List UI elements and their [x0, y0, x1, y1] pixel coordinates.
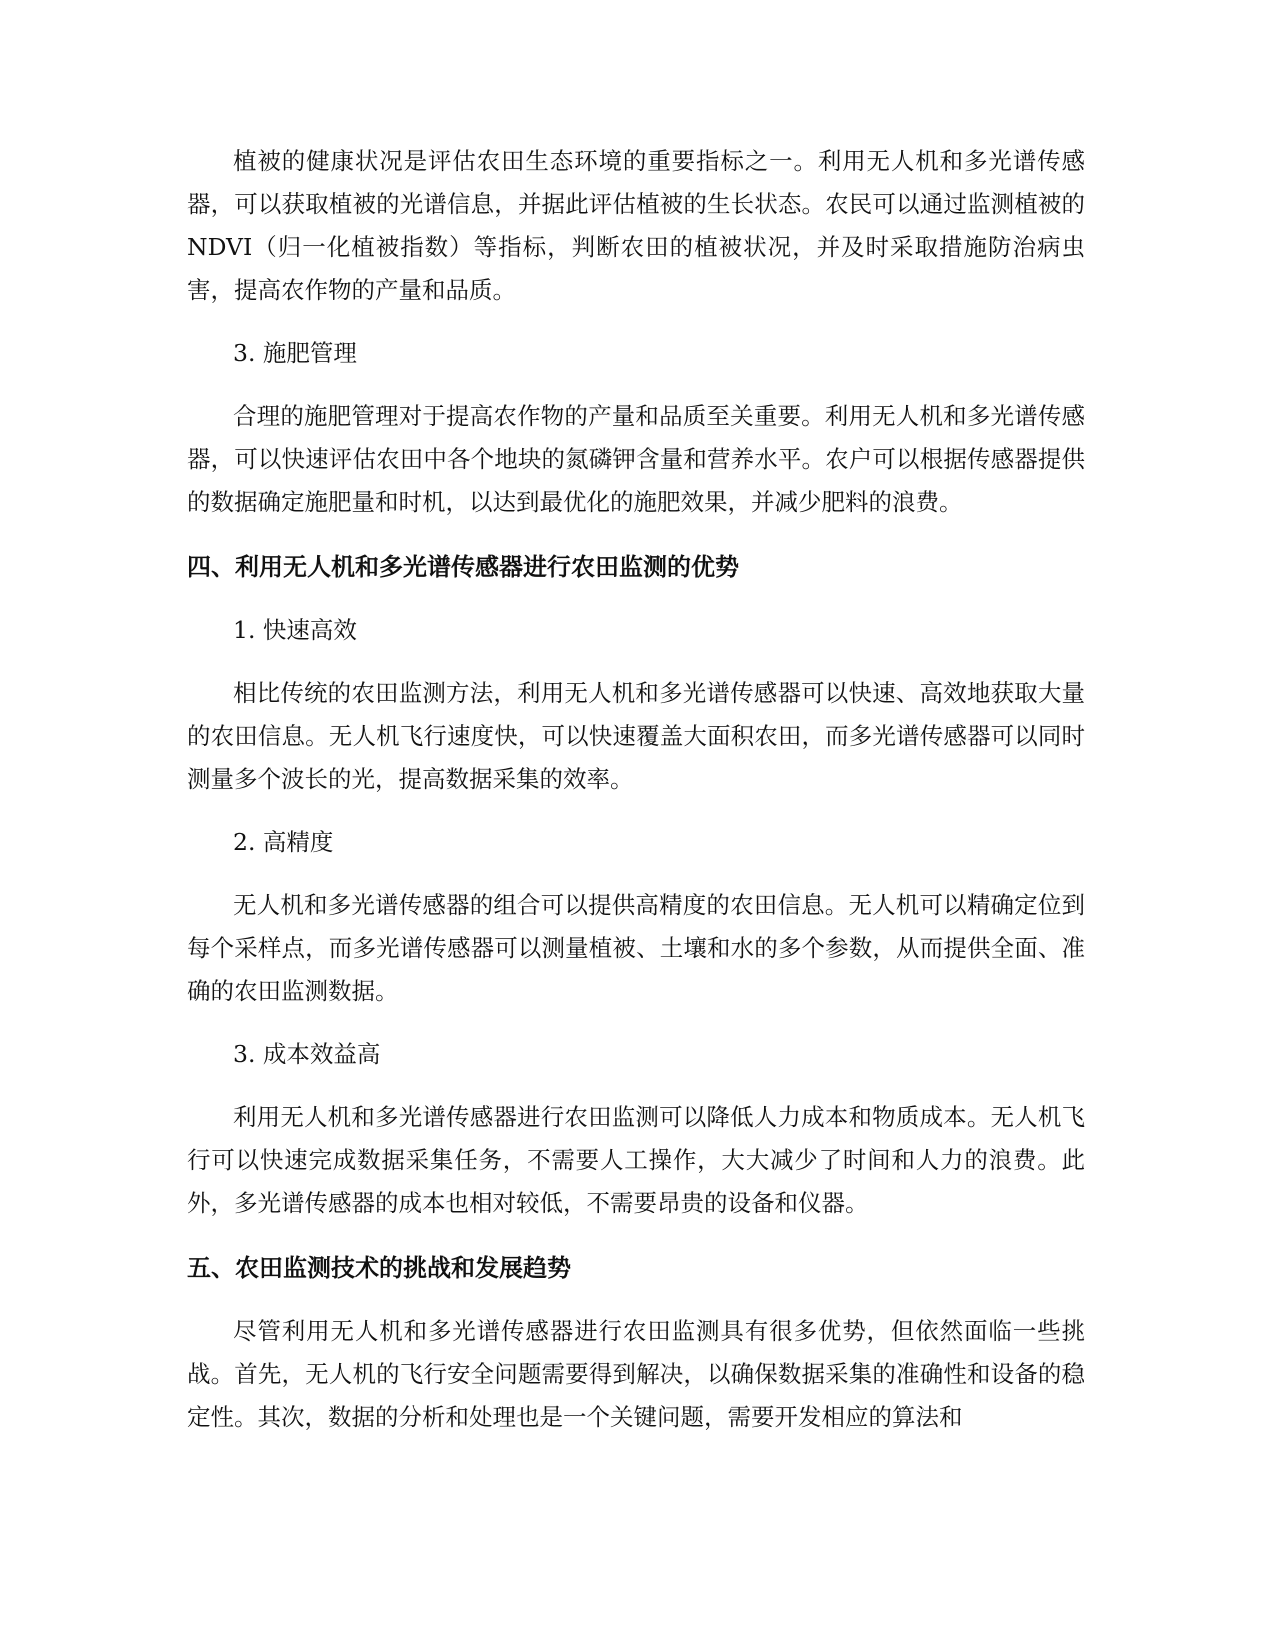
- list-item-cost-effective: 3. 成本效益高: [233, 1040, 381, 1068]
- list-item-fast-efficient: 1. 快速高效: [233, 616, 357, 644]
- list-item-fertilizer-management: 3. 施肥管理: [233, 339, 357, 367]
- paragraph-cost-effective: 利用无人机和多光谱传感器进行农田监测可以降低人力成本和物质成本。无人机飞行可以快速完成数据采集任务，不需要人工操作，大大减少了时间和人力的浪费。此外，多光谱传感器的成本也相对较低，不需要昂贵的设备和仪器。: [187, 1103, 1085, 1217]
- paragraph-challenges: 尽管利用无人机和多光谱传感器进行农田监测具有很多优势，但依然面临一些挑战。首先，无人机的飞行安全问题需要得到解决，以确保数据采集的准确性和设备的稳定性。其次，数据的分析和处理也是一个关键问题，需要开发相应的算法和: [187, 1317, 1085, 1431]
- paragraph-fast-efficient: 相比传统的农田监测方法，利用无人机和多光谱传感器可以快速、高效地获取大量的农田信息。无人机飞行速度快，可以快速覆盖大面积农田，而多光谱传感器可以同时测量多个波长的光，提高数据采集的效率。: [187, 679, 1085, 793]
- section-heading-advantages: 四、利用无人机和多光谱传感器进行农田监测的优势: [187, 553, 739, 581]
- section-heading-challenges: 五、农田监测技术的挑战和发展趋势: [187, 1254, 571, 1282]
- paragraph-high-precision: 无人机和多光谱传感器的组合可以提供高精度的农田信息。无人机可以精确定位到每个采样点，而多光谱传感器可以测量植被、土壤和水的多个参数，从而提供全面、准确的农田监测数据。: [187, 891, 1085, 1005]
- paragraph-vegetation-health: 植被的健康状况是评估农田生态环境的重要指标之一。利用无人机和多光谱传感器，可以获取植被的光谱信息，并据此评估植被的生长状态。农民可以通过监测植被的NDVI（归一化植被指数）等指标，判断农田的植被状况，并及时采取措施防治病虫害，提高农作物的产量和品质。: [187, 147, 1085, 304]
- paragraph-fertilizer: 合理的施肥管理对于提高农作物的产量和品质至关重要。利用无人机和多光谱传感器，可以快速评估农田中各个地块的氮磷钾含量和营养水平。农户可以根据传感器提供的数据确定施肥量和时机，以达到最优化的施肥效果，并减少肥料的浪费。: [187, 402, 1085, 516]
- list-item-high-precision: 2. 高精度: [233, 828, 334, 856]
- document-page: [187, 140, 1085, 1439]
